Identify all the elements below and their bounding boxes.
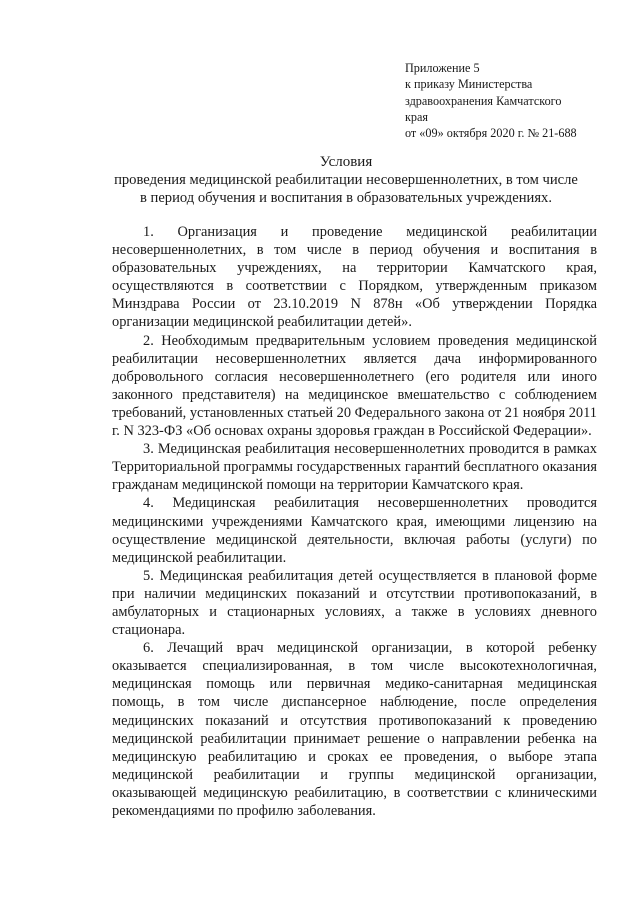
document-title: Условия	[319, 154, 373, 170]
paragraph-1: 1. Организация и проведение медицинской реабилитации несовершеннолетних, в том числе в период обучения и воспитания в образовательных учреждениях, на территории Камчатского края, осуществляются в соответствии с Порядком, утвержденным приказом Минздрава России от 23.10.2019 N 878н «Об утверждении Порядка организации медицинской реабилитации детей».	[112, 224, 597, 331]
document-body	[112, 223, 597, 820]
appendix-line: края	[405, 109, 429, 124]
paragraph-2: 2. Необходимым предварительным условием проведения медицинской реабилитации несовершеннолетних является дача информированного добровольного согласия несовершеннолетнего (его родителя или иного законного представителя) на медицинское вмешательство с соблюдением требований, установленных статьей 20 Федерального закона от 21 ноября 2011 г. N 323-ФЗ «Об основах охраны здоровья граждан в Российской Федерации».	[112, 332, 597, 440]
paragraph-5: 5. Медицинская реабилитация детей осуществляется в плановой форме при наличии медицинских показаний и отсутствии противопоказаний, в амбулаторных и стационарных условиях, а также в условиях дневного стационара.	[112, 567, 597, 639]
paragraph-3: 3. Медицинская реабилитация несовершеннолетних проводится в рамках Территориальной программы государственных гарантий бесплатного оказания гражданам медицинской помощи на территории Камчатского края.	[112, 441, 597, 494]
paragraph-6: 6. Лечащий врач медицинской организации, в которой ребенку оказывается специализированная, в том числе высокотехнологичная, медицинская помощь или первичная медико-санитарная медицинская помощь, в том числе диспансерное наблюдение, после определения медицинских показаний и отсутствия противопоказаний к проведению медицинской реабилитации принимает решение о направлении ребенка на медицинскую реабилитацию и сроках ее проведения, о выборе этапа медицинской реабилитации и группы медицинской организации, оказывающей медицинскую реабилитацию, в соответствии с клиническими рекомендациями по профилю заболевания.	[112, 640, 597, 819]
appendix-header	[405, 60, 605, 141]
appendix-line: к приказу Министерства	[405, 77, 533, 92]
paragraph-4: 4. Медицинская реабилитация несовершеннолетних проводится медицинскими учреждениями Камчатского края, имеющими лицензию на осуществление медицинской деятельности, включая работы (услуги) по медицинской реабилитации.	[112, 495, 597, 566]
document-subtitle: проведения медицинской реабилитации несовершеннолетних, в том числе в период обучения и воспитания в образовательных учреждениях.	[114, 172, 578, 206]
appendix-line: Приложение 5	[405, 61, 480, 75]
appendix-line: здравоохранения Камчатского	[405, 93, 562, 108]
appendix-line: от «09» октября 2020 г. № 21-688	[405, 126, 577, 141]
